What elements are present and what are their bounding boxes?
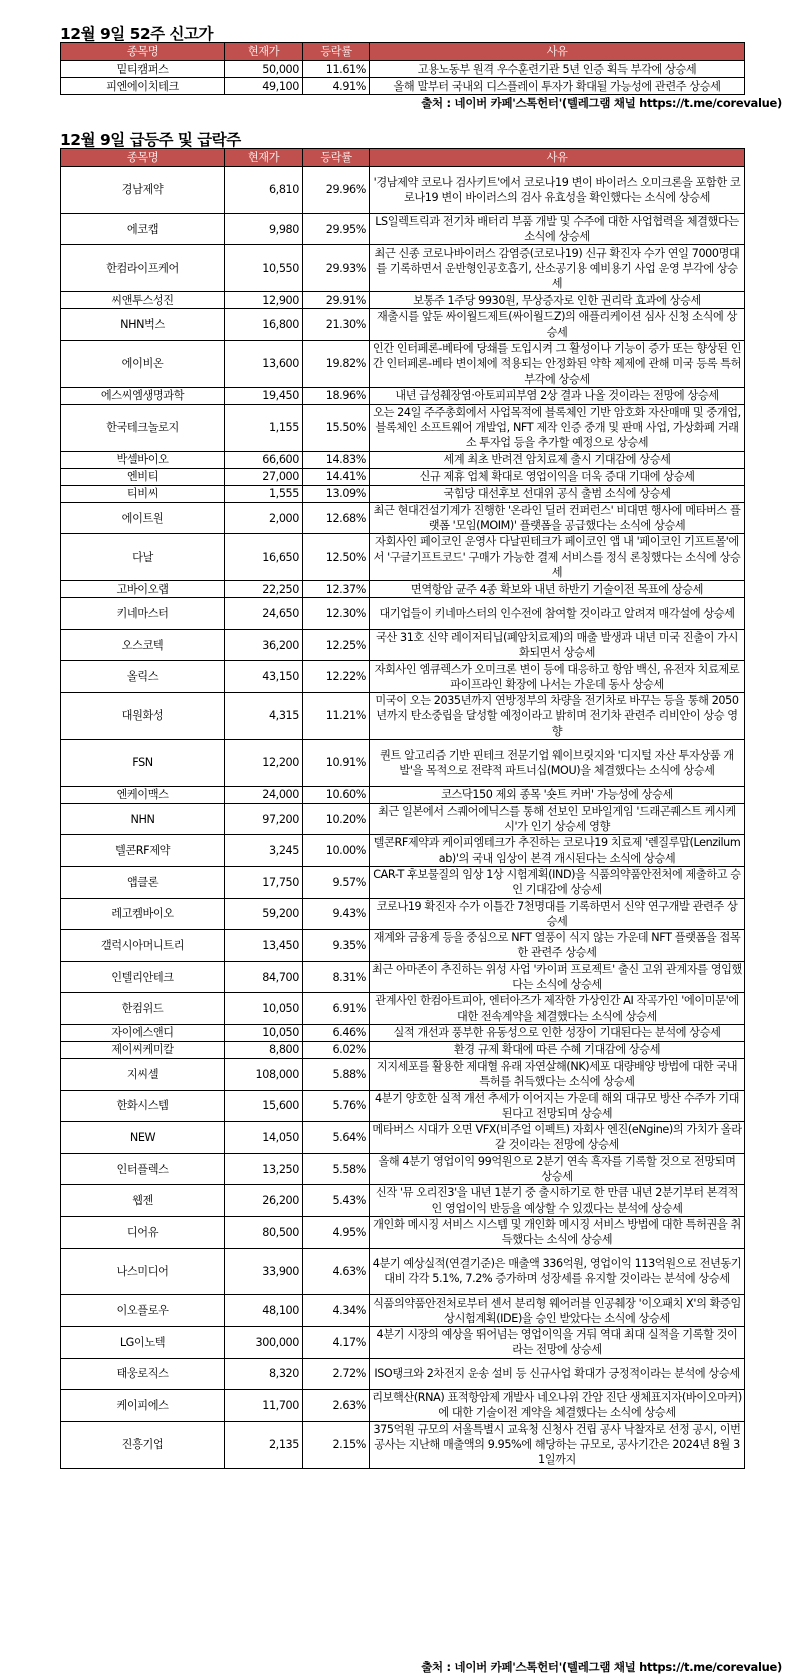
- reason-text: ISO탱크와 2차전지 운송 설비 등 신규사업 확대가 긍정적이라는 분석에 상승세: [370, 1358, 745, 1390]
- change-rate: 2.63%: [303, 1390, 370, 1422]
- reason-text: 미국이 오는 2035년까지 연방정부의 차량을 전기차로 바꾸는 등을 통해 2050년까지 탄소중립을 달성할 예정이라고 밝히며 전기차 관련주 리비안이 상승 영향: [370, 693, 745, 740]
- change-rate: 29.93%: [303, 245, 370, 292]
- current-price: 49,100: [225, 78, 303, 95]
- table-row: [61, 581, 745, 598]
- reason-text: 리보핵산(RNA) 표적항암제 개발사 네오나위 간암 진단 생체표지자(바이오마커)에 대한 기술이전 계약을 체결했다는 소식에 상승세: [370, 1390, 745, 1422]
- stock-name: 제이씨케미칼: [61, 1041, 225, 1058]
- stock-name: 고바이오랩: [61, 581, 225, 598]
- current-price: 10,050: [225, 993, 303, 1025]
- source-note-2: 출처 : 네이버 카페'스톡헌터'(텔레그램 채널 https://t.me/corevalue): [421, 1660, 782, 1674]
- current-price: 13,450: [225, 930, 303, 962]
- stock-name: LG이노텍: [61, 1327, 225, 1359]
- current-price: 4,315: [225, 693, 303, 740]
- stock-name: 엔케이맥스: [61, 786, 225, 803]
- header-price: 현재가: [225, 149, 303, 167]
- reason-text: 내년 급성췌장염·아토피피부염 2상 결과 나올 것이라는 전망에 상승세: [370, 387, 745, 404]
- reason-text: 올해 말부터 국내외 디스플레이 투자가 확대될 가능성에 관련주 상승세: [370, 78, 745, 95]
- stock-name: FSN: [61, 739, 225, 786]
- current-price: 12,200: [225, 739, 303, 786]
- table-row: [61, 693, 745, 740]
- reason-text: 국힘당 대선후보 선대위 공식 출범 소식에 상승세: [370, 485, 745, 502]
- current-price: 22,250: [225, 581, 303, 598]
- table-row: [61, 1153, 745, 1185]
- table-row: [61, 1041, 745, 1058]
- current-price: 9,980: [225, 213, 303, 245]
- table-row: [61, 167, 745, 214]
- reason-text: 세계 최초 반려견 암치료제 출시 기대감에 상승세: [370, 451, 745, 468]
- header-name: 종목명: [61, 149, 225, 167]
- current-price: 24,650: [225, 598, 303, 630]
- stock-name: 박셀바이오: [61, 451, 225, 468]
- reason-text: 퀀트 알고리즘 기반 핀테크 전문기업 웨이브릿지와 '디지털 자산 투자상품 개발'을 목적으로 전략적 파트너십(MOU)을 체결했다는 소식에 상승세: [370, 739, 745, 786]
- current-price: 17,750: [225, 866, 303, 898]
- change-rate: 11.21%: [303, 693, 370, 740]
- reason-text: 최근 신종 코로나바이러스 감염증(코로나19) 신규 확진자 수가 연일 7000명대를 기록하면서 운반형인공호흡기, 산소공기용 예비용기 사업 운영 부각에 상승세: [370, 245, 745, 292]
- table-row: [61, 1358, 745, 1390]
- table-row: [61, 898, 745, 930]
- stock-name: 에스씨엠생명과학: [61, 387, 225, 404]
- change-rate: 5.64%: [303, 1122, 370, 1154]
- current-price: 8,800: [225, 1041, 303, 1058]
- stock-name: 태웅로직스: [61, 1358, 225, 1390]
- change-rate: 12.68%: [303, 502, 370, 534]
- stock-name: 경남제약: [61, 167, 225, 214]
- change-rate: 2.15%: [303, 1421, 370, 1468]
- change-rate: 8.31%: [303, 961, 370, 993]
- stock-name: 인텔리안테크: [61, 961, 225, 993]
- header-price: 현재가: [225, 43, 303, 61]
- stock-name: 진흥기업: [61, 1421, 225, 1468]
- stock-name: 웹젠: [61, 1185, 225, 1217]
- table-header-row: [61, 149, 745, 167]
- current-price: 27,000: [225, 468, 303, 485]
- change-rate: 29.96%: [303, 167, 370, 214]
- reason-text: 국산 31호 신약 레이저티닙(폐암치료제)의 매출 발생과 내년 미국 진출이 가시화되면서 상승세: [370, 629, 745, 661]
- table-row: [61, 213, 745, 245]
- table-row: [61, 485, 745, 502]
- change-rate: 15.50%: [303, 404, 370, 451]
- stock-name: 피엔에이치테크: [61, 78, 225, 95]
- table-row: [61, 502, 745, 534]
- table-row: [61, 387, 745, 404]
- stock-name: 텔콘RF제약: [61, 835, 225, 867]
- stock-name: 밑티캠퍼스: [61, 61, 225, 78]
- change-rate: 6.91%: [303, 993, 370, 1025]
- table-row: [61, 930, 745, 962]
- reason-text: 재계와 금융계 등을 중심으로 NFT 열풍이 식지 않는 가운데 NFT 플랫폼을 접목한 관련주 상승세: [370, 930, 745, 962]
- change-rate: 10.60%: [303, 786, 370, 803]
- change-rate: 4.34%: [303, 1295, 370, 1327]
- stock-name: 다날: [61, 534, 225, 581]
- table-row: [61, 835, 745, 867]
- table-row: [61, 404, 745, 451]
- header-reason: 사유: [370, 149, 745, 167]
- change-rate: 6.46%: [303, 1024, 370, 1041]
- stock-name: 오스코텍: [61, 629, 225, 661]
- change-rate: 11.61%: [303, 61, 370, 78]
- table-row: [61, 78, 745, 95]
- current-price: 2,000: [225, 502, 303, 534]
- current-price: 14,050: [225, 1122, 303, 1154]
- table-row: [61, 1024, 745, 1041]
- change-rate: 12.25%: [303, 629, 370, 661]
- new-high-table: [60, 42, 745, 95]
- stock-name: 한컴라이프케어: [61, 245, 225, 292]
- change-rate: 12.50%: [303, 534, 370, 581]
- table-row: [61, 866, 745, 898]
- reason-text: 보통주 1주당 9930원, 무상증자로 인한 권리락 효과에 상승세: [370, 292, 745, 309]
- header-reason: 사유: [370, 43, 745, 61]
- stock-name: 대원화성: [61, 693, 225, 740]
- change-rate: 13.09%: [303, 485, 370, 502]
- change-rate: 9.57%: [303, 866, 370, 898]
- reason-text: '경남제약 코로나 검사키트'에서 코로나19 변이 바이러스 오미크론을 포함한 코로나19 변이 바이러스의 검사 유효성을 확인했다는 소식에 상승세: [370, 167, 745, 214]
- current-price: 26,200: [225, 1185, 303, 1217]
- reason-text: 텔콘RF제약과 케이피엠테크가 추진하는 코로나19 치료제 '렌질루맙(Lenzilumab)'의 국내 임상이 본격 개시된다는 소식에 상승세: [370, 835, 745, 867]
- change-rate: 5.88%: [303, 1058, 370, 1090]
- source-note-1: 출처 : 네이버 카페'스톡헌터'(텔레그램 채널 https://t.me/corevalue): [421, 96, 782, 110]
- change-rate: 5.43%: [303, 1185, 370, 1217]
- table-row: [61, 1390, 745, 1422]
- reason-text: 식품의약품안전처로부터 센서 분리형 웨어러블 인공췌장 '이오패치 X'의 확증임상시험계획(IDE)을 승인 받았다는 소식에 상승세: [370, 1295, 745, 1327]
- reason-text: 오는 24일 주주총회에서 사업목적에 블록체인 기반 암호화 자산매매 및 중개업, 블록체인 소프트웨어 개발업, NFT 제작 인증 중개 및 판매 사업, 가상화폐 거래소 투자업 등을 추가할 예정으로 상승세: [370, 404, 745, 451]
- header-rate: 등락률: [303, 149, 370, 167]
- reason-text: LS일렉트릭과 전기차 배터리 부품 개발 및 수주에 대한 사업협력을 체결했다는 소식에 상승세: [370, 213, 745, 245]
- reason-text: 신작 '뮤 오리진3'을 내년 1분기 중 출시하기로 한 만큼 내년 2분기부터 본격적인 영업이익 반등을 예상할 수 있겠다는 분석에 상승세: [370, 1185, 745, 1217]
- stock-name: 에이트원: [61, 502, 225, 534]
- table-row: [61, 1216, 745, 1248]
- table-row: [61, 1058, 745, 1090]
- table-row: [61, 1295, 745, 1327]
- stock-name: 한컴위드: [61, 993, 225, 1025]
- change-rate: 12.37%: [303, 581, 370, 598]
- current-price: 13,250: [225, 1153, 303, 1185]
- surge-table: [60, 148, 745, 1469]
- change-rate: 10.91%: [303, 739, 370, 786]
- current-price: 1,155: [225, 404, 303, 451]
- current-price: 1,555: [225, 485, 303, 502]
- reason-text: 4분기 시장의 예상을 뛰어넘는 영업이익을 거둬 역대 최대 실적을 기록할 것이라는 전망에 상승세: [370, 1327, 745, 1359]
- reason-text: CAR-T 후보물질의 임상 1상 시험계획(IND)을 식품의약품안전처에 제출하고 승인 기대감에 상승세: [370, 866, 745, 898]
- current-price: 66,600: [225, 451, 303, 468]
- current-price: 19,450: [225, 387, 303, 404]
- change-rate: 4.17%: [303, 1327, 370, 1359]
- stock-name: 레고켐바이오: [61, 898, 225, 930]
- current-price: 12,900: [225, 292, 303, 309]
- current-price: 33,900: [225, 1248, 303, 1295]
- table-row: [61, 451, 745, 468]
- current-price: 2,135: [225, 1421, 303, 1468]
- change-rate: 29.91%: [303, 292, 370, 309]
- change-rate: 10.20%: [303, 803, 370, 835]
- reason-text: 4분기 양호한 실적 개선 추세가 이어지는 가운데 해외 대규모 방산 수주가 기대된다고 전망되며 상승세: [370, 1090, 745, 1122]
- change-rate: 14.41%: [303, 468, 370, 485]
- table-row: [61, 661, 745, 693]
- reason-text: 고용노동부 원격 우수훈련기관 5년 인증 획득 부각에 상승세: [370, 61, 745, 78]
- stock-name: 에코캡: [61, 213, 225, 245]
- current-price: 8,320: [225, 1358, 303, 1390]
- current-price: 24,000: [225, 786, 303, 803]
- stock-name: 케이피에스: [61, 1390, 225, 1422]
- table-row: [61, 534, 745, 581]
- section2-title: 12월 9일 급등주 및 급락주: [60, 131, 241, 149]
- header-name: 종목명: [61, 43, 225, 61]
- table-row: [61, 1185, 745, 1217]
- stock-name: 한화시스템: [61, 1090, 225, 1122]
- table-row: [61, 292, 745, 309]
- change-rate: 21.30%: [303, 309, 370, 341]
- current-price: 10,550: [225, 245, 303, 292]
- change-rate: 4.91%: [303, 78, 370, 95]
- reason-text: 면역항암 균주 4종 확보와 내년 하반기 기술이전 목표에 상승세: [370, 581, 745, 598]
- reason-text: 대기업들이 키네마스터의 인수전에 참여할 것이라고 알려져 매각설에 상승세: [370, 598, 745, 630]
- stock-name: 키네마스터: [61, 598, 225, 630]
- change-rate: 10.00%: [303, 835, 370, 867]
- table-row: [61, 598, 745, 630]
- table-row: [61, 803, 745, 835]
- current-price: 3,245: [225, 835, 303, 867]
- stock-name: NEW: [61, 1122, 225, 1154]
- reason-text: 자회사인 페이코인 운영사 다날핀테크가 페이코인 앱 내 '페이코인 기프트몰'에서 '구글기프트코드' 구매가 가능한 결제 서비스를 정식 론칭했다는 소식에 상승세: [370, 534, 745, 581]
- current-price: 36,200: [225, 629, 303, 661]
- stock-name: 엔비티: [61, 468, 225, 485]
- table-row: [61, 309, 745, 341]
- reason-text: 최근 일본에서 스퀘어에닉스를 통해 선보인 모바일게임 '드래곤퀘스트 케시케시'가 인기 상승세 영향: [370, 803, 745, 835]
- table-row: [61, 1122, 745, 1154]
- reason-text: 최근 아마존이 추진하는 위성 사업 '카이퍼 프로젝트' 출신 고위 관계자를 영입했다는 소식에 상승세: [370, 961, 745, 993]
- stock-name: 자이에스앤디: [61, 1024, 225, 1041]
- change-rate: 9.35%: [303, 930, 370, 962]
- reason-text: 실적 개선과 풍부한 유동성으로 인한 성장이 기대된다는 분석에 상승세: [370, 1024, 745, 1041]
- stock-name: NHN: [61, 803, 225, 835]
- change-rate: 5.58%: [303, 1153, 370, 1185]
- section1-title: 12월 9일 52주 신고가: [60, 25, 213, 43]
- change-rate: 18.96%: [303, 387, 370, 404]
- table-row: [61, 1090, 745, 1122]
- reason-text: 관계사인 한컴아트피아, 엔터아즈가 제작한 가상인간 AI 작곡가인 '에이미문'에 대한 전속계약을 체결했다는 소식에 상승세: [370, 993, 745, 1025]
- reason-text: 최근 현대건설기계가 진행한 '온라인 딜러 컨퍼런스' 비대면 행사에 메타버스 플랫폼 '모임(MOIM)' 플랫폼을 공급했다는 소식에 상승세: [370, 502, 745, 534]
- table-row: [61, 468, 745, 485]
- change-rate: 29.95%: [303, 213, 370, 245]
- reason-text: 코로나19 확진자 수가 이틀간 7천명대를 기록하면서 신약 연구개발 관련주 상승세: [370, 898, 745, 930]
- stock-name: 이오플로우: [61, 1295, 225, 1327]
- current-price: 43,150: [225, 661, 303, 693]
- change-rate: 5.76%: [303, 1090, 370, 1122]
- reason-text: 인간 인터페론-베타에 당쇄를 도입시켜 그 활성이나 기능이 증가 또는 향상된 인간 인터페론-베타 변이체에 적용되는 안정화된 약학 제제에 관해 미국 등록 특허 부각에 상승세: [370, 340, 745, 387]
- reason-text: 자회사인 엠큐렉스가 오미크론 변이 등에 대응하고 항암 백신, 유전자 치료제로 파이프라인 확장에 나서는 가운데 동사 상승세: [370, 661, 745, 693]
- table-row: [61, 245, 745, 292]
- reason-text: 4분기 예상실적(연결기준)은 매출액 336억원, 영업이익 113억원으로 전년동기 대비 각각 5.1%, 7.2% 증가하며 성장세를 유지할 것이라는 분석에 상승세: [370, 1248, 745, 1295]
- stock-name: 앱클론: [61, 866, 225, 898]
- table-row: [61, 1421, 745, 1468]
- current-price: 11,700: [225, 1390, 303, 1422]
- table-row: [61, 629, 745, 661]
- current-price: 16,800: [225, 309, 303, 341]
- reason-text: 신규 제휴 업체 확대로 영업이익을 더욱 증대 기대에 상승세: [370, 468, 745, 485]
- stock-name: 한국테크놀로지: [61, 404, 225, 451]
- change-rate: 12.30%: [303, 598, 370, 630]
- table-row: [61, 61, 745, 78]
- reason-text: 375억원 규모의 서울특별시 교육청 신청사 건립 공사 낙찰자로 선정 공시, 이번 공사는 지난해 매출액의 9.95%에 해당하는 규모로, 공사기간은 2024년 8월 31일까지: [370, 1421, 745, 1468]
- change-rate: 12.22%: [303, 661, 370, 693]
- stock-name: 씨앤투스성진: [61, 292, 225, 309]
- current-price: 13,600: [225, 340, 303, 387]
- change-rate: 14.83%: [303, 451, 370, 468]
- reason-text: 올해 4분기 영업이익 99억원으로 2분기 연속 흑자를 기록할 것으로 전망되며 상승세: [370, 1153, 745, 1185]
- current-price: 6,810: [225, 167, 303, 214]
- change-rate: 6.02%: [303, 1041, 370, 1058]
- table-row: [61, 1327, 745, 1359]
- stock-name: 갤럭시아머니트리: [61, 930, 225, 962]
- stock-name: 나스미디어: [61, 1248, 225, 1295]
- change-rate: 19.82%: [303, 340, 370, 387]
- change-rate: 4.63%: [303, 1248, 370, 1295]
- current-price: 97,200: [225, 803, 303, 835]
- current-price: 59,200: [225, 898, 303, 930]
- stock-name: NHN벅스: [61, 309, 225, 341]
- stock-name: 인터플렉스: [61, 1153, 225, 1185]
- current-price: 50,000: [225, 61, 303, 78]
- header-rate: 등락률: [303, 43, 370, 61]
- table-header-row: [61, 43, 745, 61]
- reason-text: 메타버스 시대가 오면 VFX(비주얼 이펙트) 자회사 엔진(eNgine)의 가치가 올라갈 것이라는 전망에 상승세: [370, 1122, 745, 1154]
- table-row: [61, 1248, 745, 1295]
- stock-name: 에이비온: [61, 340, 225, 387]
- reason-text: 재출시를 앞둔 싸이월드제트(싸이월드Z)의 애플리케이션 심사 신청 소식에 상승세: [370, 309, 745, 341]
- reason-text: 코스닥150 제외 종목 '숏트 커버' 가능성에 상승세: [370, 786, 745, 803]
- stock-name: 디어유: [61, 1216, 225, 1248]
- current-price: 48,100: [225, 1295, 303, 1327]
- change-rate: 4.95%: [303, 1216, 370, 1248]
- stock-name: 지씨셀: [61, 1058, 225, 1090]
- current-price: 15,600: [225, 1090, 303, 1122]
- table-row: [61, 739, 745, 786]
- current-price: 80,500: [225, 1216, 303, 1248]
- current-price: 300,000: [225, 1327, 303, 1359]
- current-price: 10,050: [225, 1024, 303, 1041]
- current-price: 16,650: [225, 534, 303, 581]
- table-row: [61, 340, 745, 387]
- change-rate: 9.43%: [303, 898, 370, 930]
- reason-text: 환경 규제 확대에 따른 수혜 기대감에 상승세: [370, 1041, 745, 1058]
- current-price: 108,000: [225, 1058, 303, 1090]
- current-price: 84,700: [225, 961, 303, 993]
- table-row: [61, 993, 745, 1025]
- table-row: [61, 961, 745, 993]
- table-row: [61, 786, 745, 803]
- reason-text: 개인화 메시징 서비스 시스템 및 개인화 메시징 서비스 방법에 대한 특허권을 취득했다는 소식에 상승세: [370, 1216, 745, 1248]
- stock-name: 티비씨: [61, 485, 225, 502]
- stock-name: 올릭스: [61, 661, 225, 693]
- change-rate: 2.72%: [303, 1358, 370, 1390]
- reason-text: 지지세포를 활용한 제대혈 유래 자연살해(NK)세포 대량배양 방법에 대한 국내 특허를 취득했다는 소식에 상승세: [370, 1058, 745, 1090]
